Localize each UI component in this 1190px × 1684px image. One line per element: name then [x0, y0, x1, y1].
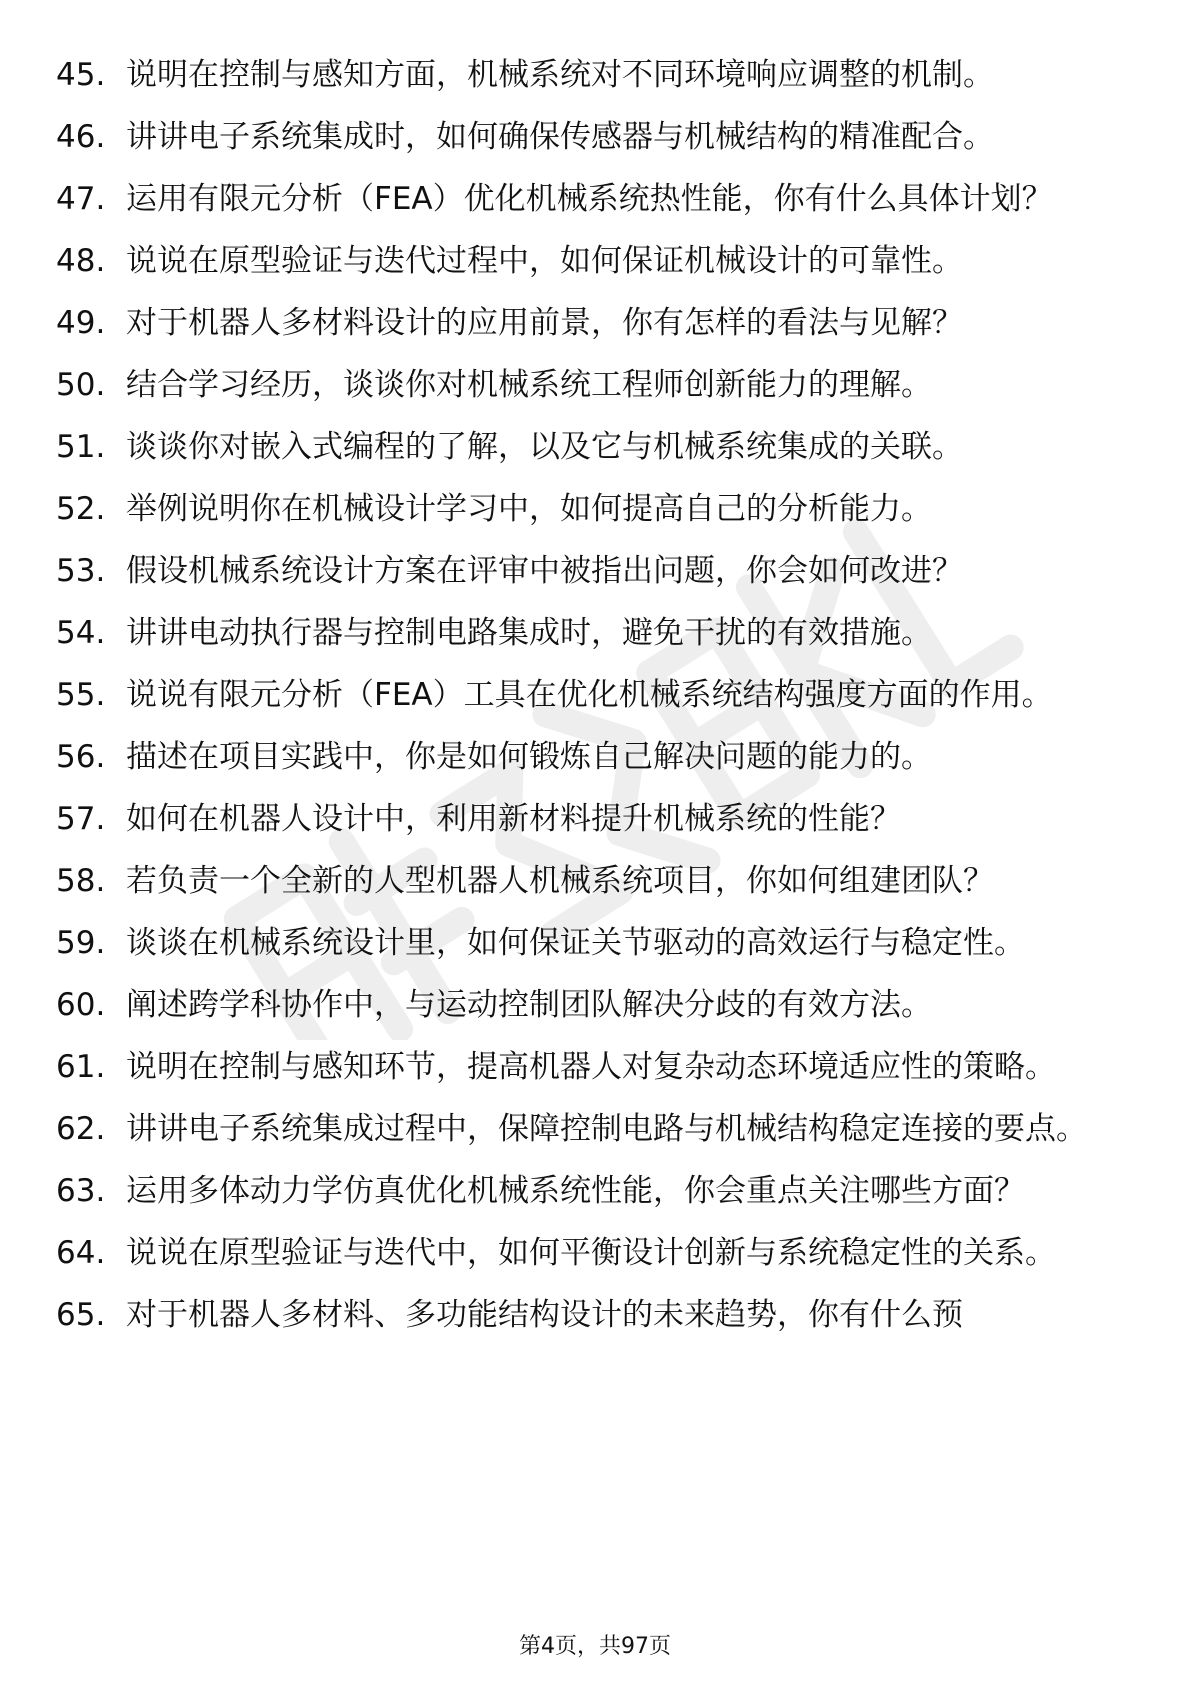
question-number: 62. [56, 1111, 106, 1147]
question-number: 50. [56, 367, 106, 403]
question-text: 描述在项目实践中，你是如何锻炼自己解决问题的能力的。 [126, 739, 932, 775]
question-number: 61. [56, 1049, 106, 1085]
list-item [56, 612, 1136, 654]
question-text: 结合学习经历，谈谈你对机械系统工程师创新能力的理解。 [126, 367, 932, 403]
list-item [56, 116, 1136, 158]
list-item [56, 1108, 1136, 1150]
question-text: 运用有限元分析（FEA）优化机械系统热性能，你有什么具体计划？ [126, 181, 1053, 217]
list-item [56, 550, 1136, 592]
question-number: 53. [56, 553, 106, 589]
list-item [56, 488, 1136, 530]
list-item [56, 1232, 1136, 1274]
question-text: 说说在原型验证与迭代过程中，如何保证机械设计的可靠性。 [126, 243, 963, 279]
list-item [56, 922, 1136, 964]
question-text: 举例说明你在机械设计学习中，如何提高自己的分析能力。 [126, 491, 932, 527]
list-item [56, 1294, 1136, 1336]
question-text: 谈谈你对嵌入式编程的了解，以及它与机械系统集成的关联。 [126, 429, 963, 465]
question-number: 54. [56, 615, 106, 651]
question-number: 55. [56, 677, 106, 713]
question-text: 阐述跨学科协作中，与运动控制团队解决分歧的有效方法。 [126, 987, 932, 1023]
question-number: 57. [56, 801, 106, 837]
question-number: 47. [56, 181, 106, 217]
list-item [56, 54, 1136, 96]
question-text: 如何在机器人设计中，利用新材料提升机械系统的性能？ [126, 801, 901, 837]
question-text: 对于机器人多材料、多功能结构设计的未来趋势，你有什么预 [126, 1297, 963, 1333]
list-item [56, 984, 1136, 1026]
list-item [56, 1170, 1136, 1212]
list-item [56, 302, 1136, 344]
question-list-container [56, 54, 1136, 1356]
question-number: 65. [56, 1297, 106, 1333]
question-text: 谈谈在机械系统设计里，如何保证关节驱动的高效运行与稳定性。 [126, 925, 1025, 961]
question-number: 48. [56, 243, 106, 279]
question-number: 46. [56, 119, 106, 155]
list-item [56, 860, 1136, 902]
question-number: 49. [56, 305, 106, 341]
question-list [56, 54, 1136, 1336]
question-text: 说说有限元分析（FEA）工具在优化机械系统结构强度方面的作用。 [126, 677, 1053, 713]
question-text: 讲讲电子系统集成过程中，保障控制电路与机械结构稳定连接的要点。 [126, 1111, 1087, 1147]
list-item [56, 364, 1136, 406]
question-text: 说明在控制与感知环节，提高机器人对复杂动态环境适应性的策略。 [126, 1049, 1056, 1085]
question-number: 59. [56, 925, 106, 961]
page-footer [0, 1632, 1190, 1662]
question-text: 讲讲电动执行器与控制电路集成时，避免干扰的有效措施。 [126, 615, 932, 651]
question-number: 64. [56, 1235, 106, 1271]
question-text: 说说在原型验证与迭代中，如何平衡设计创新与系统稳定性的关系。 [126, 1235, 1056, 1271]
list-item [56, 240, 1136, 282]
question-number: 63. [56, 1173, 106, 1209]
question-number: 56. [56, 739, 106, 775]
question-text: 运用多体动力学仿真优化机械系统性能，你会重点关注哪些方面？ [126, 1173, 1025, 1209]
list-item [56, 1046, 1136, 1088]
list-item [56, 426, 1136, 468]
page-number-label: 第4页，共97页 [519, 1634, 671, 1659]
list-item [56, 674, 1136, 716]
question-text: 讲讲电子系统集成时，如何确保传感器与机械结构的精准配合。 [126, 119, 994, 155]
question-text: 若负责一个全新的人型机器人机械系统项目，你如何组建团队？ [126, 863, 994, 899]
question-text: 说明在控制与感知方面，机械系统对不同环境响应调整的机制。 [126, 57, 994, 93]
question-number: 58. [56, 863, 106, 899]
list-item [56, 178, 1136, 220]
question-text: 假设机械系统设计方案在评审中被指出问题，你会如何改进？ [126, 553, 963, 589]
question-number: 45. [56, 57, 106, 93]
list-item [56, 736, 1136, 778]
question-text: 对于机器人多材料设计的应用前景，你有怎样的看法与见解？ [126, 305, 963, 341]
question-number: 60. [56, 987, 106, 1023]
question-number: 52. [56, 491, 106, 527]
list-item [56, 798, 1136, 840]
question-number: 51. [56, 429, 106, 465]
